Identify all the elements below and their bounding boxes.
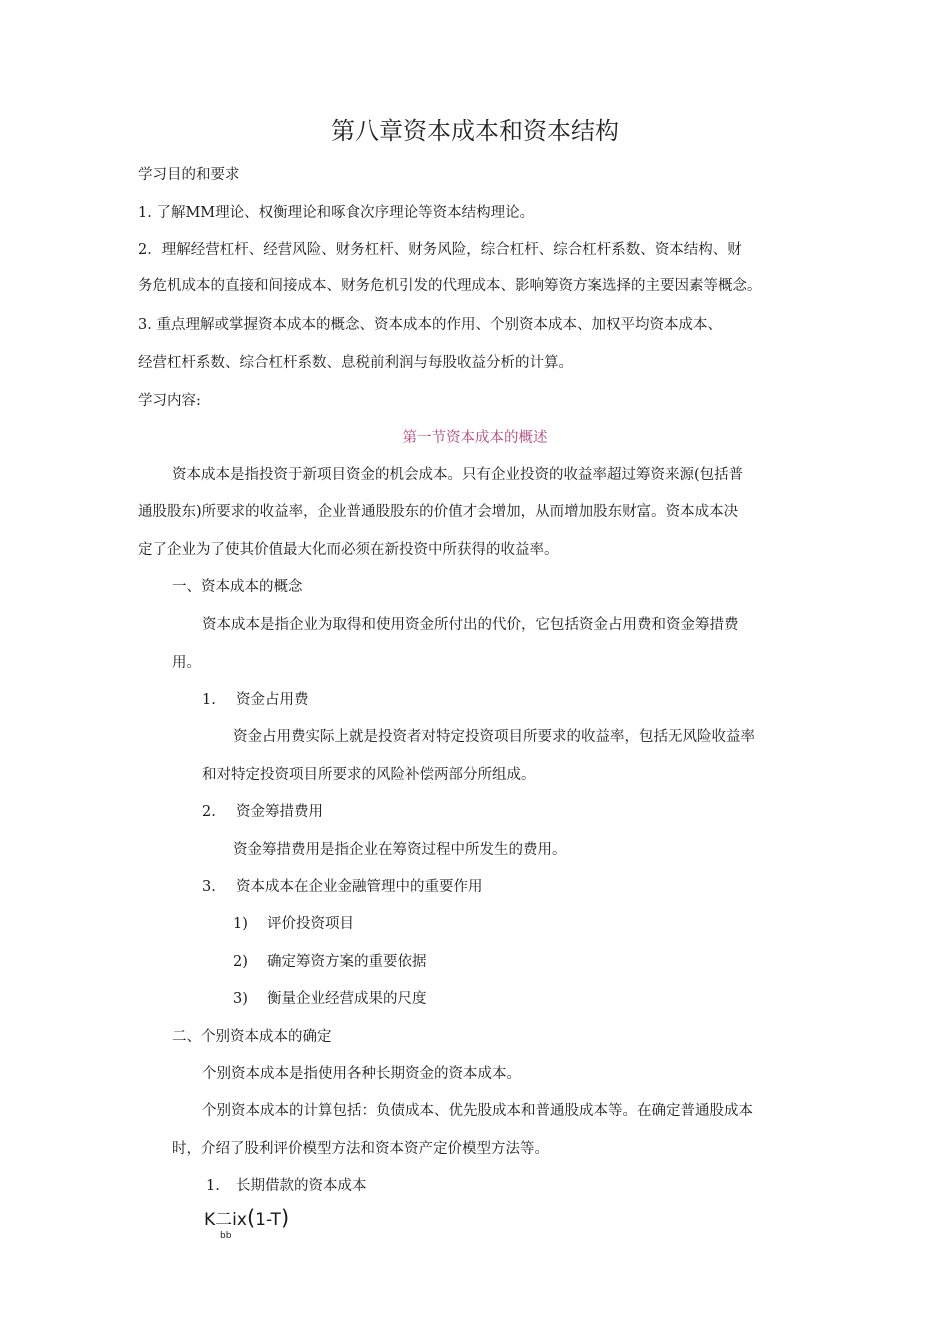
objective-line: 务危机成本的直接和间接成本、财务危机引发的代理成本、影响筹资方案选择的主要因素等概念。 (138, 278, 762, 294)
item-title: 资本成本在企业金融管理中的重要作用 (236, 879, 483, 895)
concept-heading: 一、资本成本的概念 (172, 579, 303, 595)
formula-rate: ix (232, 1210, 247, 1230)
objective-line: 经营杠杆系数、综合杠杆系数、息税前利润与每股收益分析的计算。 (138, 355, 573, 371)
role-number: 3) (233, 991, 248, 1007)
section-title: 第一节资本成本的概述 (402, 430, 548, 446)
formula-left-paren: ( (246, 1206, 256, 1230)
formula-right-paren: ) (280, 1206, 290, 1230)
formula-subscript: bb (220, 1231, 232, 1241)
individual-line: 个别资本成本是指使用各种长期资金的资本成本。 (202, 1066, 521, 1082)
item-number: 1. (206, 1178, 220, 1194)
concept-line: 资本成本是指企业为取得和使用资金所付出的代价，它包括资金占用费和资金筹措费 (202, 617, 739, 633)
intro-line: 资本成本是指投资于新项目资金的机会成本。只有企业投资的收益率超过筹资来源(包括普 (172, 467, 744, 483)
role-number: 2) (233, 954, 248, 970)
formula-equals: 二 (215, 1210, 233, 1230)
item-title: 资金筹措费用 (236, 804, 323, 820)
formula-lhs: K (204, 1210, 216, 1230)
item-title: 长期借款的资本成本 (236, 1178, 367, 1194)
role-text: 确定筹资方案的重要依据 (267, 954, 427, 970)
role-text: 衡量企业经营成果的尺度 (267, 991, 427, 1007)
role-text: 评价投资项目 (267, 916, 354, 932)
objective-line: 3. 重点理解或掌握资本成本的概念、资本成本的作用、个别资本成本、加权平均资本成本、 (138, 317, 722, 333)
individual-heading: 二、个别资本成本的确定 (172, 1029, 332, 1045)
content-heading: 学习内容: (138, 393, 201, 409)
item-number: 2. (202, 804, 216, 820)
item-number: 3. (202, 879, 216, 895)
individual-line: 时，介绍了股利评价模型方法和资本资产定价模型方法等。 (172, 1141, 549, 1157)
objective-line: 2．理解经营杠杆、经营风险、财务杠杆、财务风险，综合杠杆、综合杠杆系数、资本结构、财 (138, 242, 742, 258)
item-text-line: 和对特定投资项目所要求的风险补偿两部分所组成。 (202, 767, 536, 783)
formula-inner: 1-T (255, 1210, 281, 1230)
intro-line: 通股股东)所要求的收益率，企业普通股股东的价值才会增加，从而增加股东财富。资本成本决 (138, 504, 739, 520)
item-number: 1. (202, 692, 216, 708)
loan-cost-formula (204, 1206, 290, 1241)
individual-line: 个别资本成本的计算包括：负债成本、优先股成本和普通股成本等。在确定普通股成本 (202, 1103, 753, 1119)
objectives-heading: 学习目的和要求 (138, 167, 240, 183)
intro-line: 定了企业为了使其价值最大化而必须在新投资中所获得的收益率。 (138, 542, 559, 558)
chapter-title: 第八章资本成本和资本结构 (331, 117, 619, 145)
item-text-line: 资金占用费实际上就是投资者对特定投资项目所要求的收益率，包括无风险收益率 (233, 729, 755, 745)
concept-line: 用。 (172, 655, 201, 671)
item-text-line: 资金筹措费用是指企业在筹资过程中所发生的费用。 (233, 842, 567, 858)
item-title: 资金占用费 (236, 692, 309, 708)
role-number: 1) (233, 916, 248, 932)
objective-line: 1. 了解MM理论、权衡理论和啄食次序理论等资本结构理论。 (138, 205, 535, 221)
